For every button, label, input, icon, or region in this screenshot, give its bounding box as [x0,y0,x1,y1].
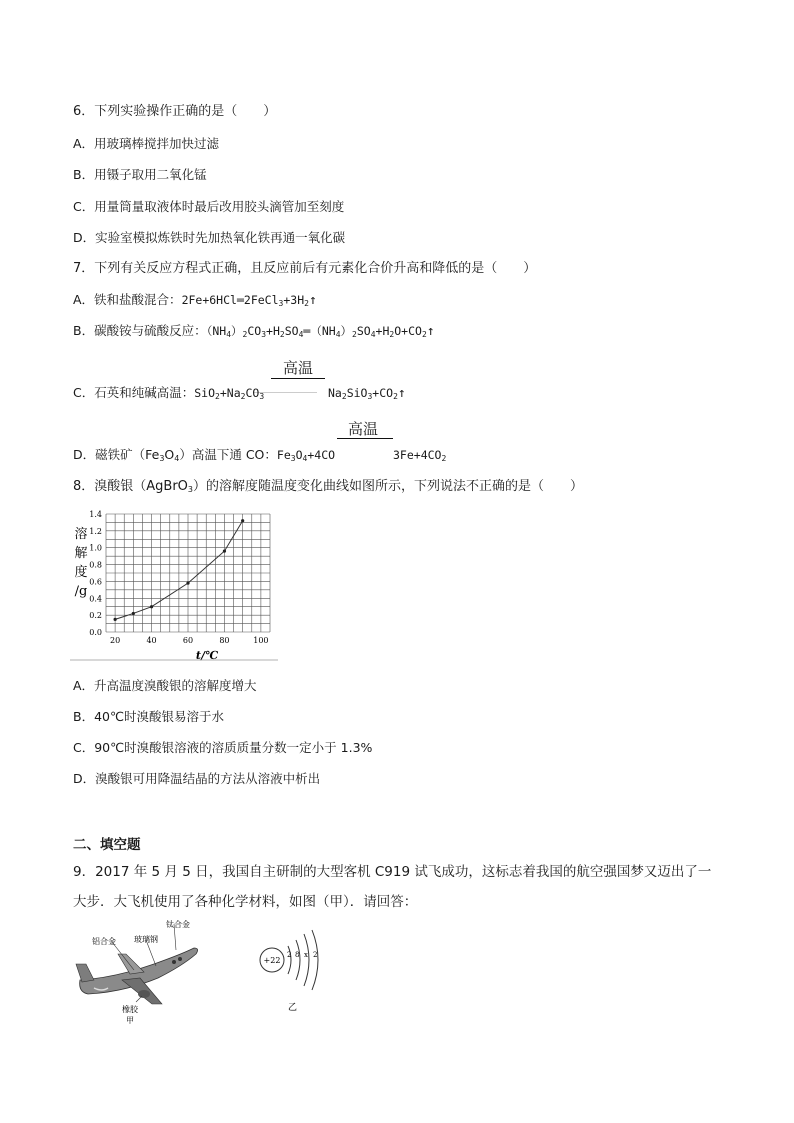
shell-electrons-3: x [304,951,308,959]
label-rubber: 橡胶 [122,1005,138,1014]
y-tick-label: 0.0 [89,628,102,637]
q7-c-products: $Na_2SiO_3+CO_2↑$ [328,386,406,401]
data-point [241,519,244,522]
q6-option-b: B．用镊子取用二氧化锰 [73,167,207,182]
q8-option-d: D．溴酸银可用降温结晶的方法从溶液中析出 [73,771,321,786]
data-point [114,618,117,621]
y-tick-label: 1.0 [89,543,102,553]
nucleus-charge: +22 [263,956,281,965]
electron-shell-2 [296,940,300,980]
q6-option-d: D．实验室模拟炼铁时先加热氧化铁再通一氧化碳 [73,230,346,245]
q7-b-label: B．碳酸铵与硫酸反应： [73,323,207,338]
q7-c-reactants: $SiO_2+Na_2CO_3$ [194,386,265,401]
q7-b-equation: $(NH_4)_2CO_3+H_2SO_4═(NH_4)_2SO_4+H_2O+CO_2↑$ [206,324,435,339]
y-tick-label: 0.8 [89,560,102,570]
y-axis-label [74,526,87,599]
y-tick-label: 0.4 [89,594,102,604]
data-point [223,549,226,552]
gas-arrow-icon: ↑ [426,324,435,339]
figure-caption-jia: 甲 [126,1016,134,1024]
q6-stem: 6．下列实验操作正确的是（ ） [73,104,277,119]
q8-option-b: B．40℃时溴酸银易溶于水 [73,709,225,724]
y-tick-labels [89,510,102,637]
data-point [186,582,189,585]
q7-option-c [73,385,264,401]
data-point [132,612,135,615]
figure-caption-yi: 乙 [288,1003,298,1013]
q7-d-reactants: $Fe_3O_4+4CO$ [276,448,336,463]
x-axis-label: t/℃ [195,649,219,662]
airplane-icon [76,948,198,1004]
y-axis-label-char: 解 [74,546,88,561]
y-tick-label: 0.6 [89,577,102,587]
q6-option-c: C．用量筒量取液体时最后改用胶头滴管加至刻度 [73,199,345,214]
x-tick-label: 80 [219,636,230,645]
q7-d-condition-bar [337,438,393,439]
q6-option-a: A．用玻璃棒搅拌加快过滤 [73,136,220,151]
q8-option-a: A．升高温度溴酸银的溶解度增大 [73,678,257,693]
x-tick-label: 60 [182,636,194,645]
x-tick-labels [110,636,269,645]
gas-arrow-icon: ↑ [308,293,317,308]
q7-option-a [73,292,317,309]
y-tick-label: 1.2 [89,526,102,536]
y-tick-label: 0.2 [89,611,102,621]
y-tick-label: 1.4 [89,510,102,519]
q8-option-c: C．90℃时溴酸银溶液的溶质质量分数一定小于 1.3% [73,740,373,755]
q7-d-label: D．磁铁矿$(Fe_3O_4)$高温下通 CO： [73,447,277,463]
atom-structure-figure [252,928,332,1014]
x-tick-label: 40 [146,636,157,645]
electron-shell-3 [304,934,309,986]
label-aluminum-alloy: 铝合金 [92,937,116,946]
gas-arrow-icon: ↑ [397,386,406,401]
y-axis-label-char: 度 [74,565,88,580]
q7-c-condition-bar [271,378,325,379]
x-tick-label: 100 [253,636,269,645]
shell-electrons-2: 8 [295,951,300,959]
q8-stem: 8．溴酸银（AgBrO$_3$）的溶解度随温度变化曲线如图所示，下列说法不正确的是（ ） [73,479,584,494]
shell-electrons-1: 2 [287,951,292,959]
q7-d-condition: 高温 [348,420,379,438]
shell-electrons-4: 2 [313,951,318,959]
q7-a-equation: $2Fe+6HCl═2FeCl_3+3H_2↑$ [181,293,317,308]
y-axis-label-char: 溶 [74,527,88,542]
q7-d-products: $3Fe+4CO_2$ [393,448,447,463]
q7-option-b [73,323,435,340]
solubility-chart [70,508,284,663]
q9-stem: 9．2017 年 5 月 5 日，我国自主研制的大型客机 C919 试飞成功，这标志着我国的航空强国梦又迈出了一大步．大飞机使用了各种化学材料，如图（甲）．请回答： [73,864,712,910]
airplane-figure [74,918,204,1024]
electron-shell-4 [312,930,318,990]
section-title: 二、填空题 [73,837,141,853]
q7-c-label: C．石英和纯碱高温： [73,385,195,400]
q7-a-label: A．铁和盐酸混合： [73,292,182,307]
data-point [150,605,153,608]
y-axis-label-char: /g [74,584,88,599]
q7-stem: 7．下列有关反应方程式正确，且反应前后有元素化合价升高和降低的是（ ） [73,261,537,276]
q7-option-d [73,447,335,463]
x-tick-label: 20 [110,636,121,645]
label-titanium-alloy: 钛合金 [166,920,190,929]
label-fiberglass: 玻璃钢 [134,935,158,944]
q7-c-condition: 高温 [283,359,314,377]
